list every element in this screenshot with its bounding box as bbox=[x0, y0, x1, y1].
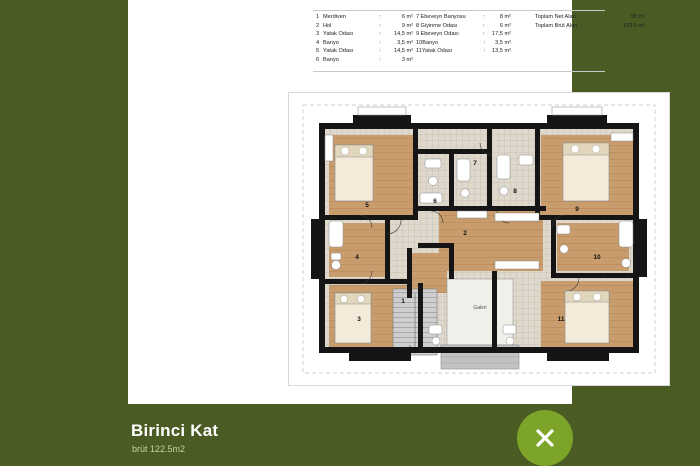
legend-item-number: 10 bbox=[416, 39, 423, 46]
floorplan-drawing bbox=[289, 93, 669, 385]
legend-item bbox=[316, 39, 416, 48]
plan-sheet bbox=[128, 0, 645, 404]
legend-item-number: 6 bbox=[316, 56, 320, 63]
legend-item-name: Ebeveyn Odası bbox=[420, 31, 459, 38]
legend-item-name: Banyo bbox=[422, 39, 439, 46]
legend-item-colon: : bbox=[482, 22, 485, 29]
legend-item bbox=[316, 13, 416, 22]
legend-item bbox=[416, 47, 511, 56]
legend-item-colon: : bbox=[379, 48, 381, 55]
room-number-8: 8 bbox=[513, 188, 517, 195]
legend-item-value: 6 m² bbox=[401, 14, 413, 20]
legend-item-colon: : bbox=[482, 31, 485, 38]
legend-item-value: 17,5 m² bbox=[492, 31, 511, 38]
legend-item-value: 6 m² bbox=[499, 22, 511, 29]
room-number-1: 1 bbox=[401, 298, 405, 305]
legend-item-number: 11 bbox=[416, 48, 422, 55]
legend-item-colon: : bbox=[483, 39, 486, 46]
legend-item-value: 14,5 m² bbox=[394, 31, 413, 38]
legend-total-colon: : bbox=[605, 22, 607, 29]
legend-item-number: 9 bbox=[416, 31, 420, 38]
legend-total-value: 99 m² bbox=[630, 14, 645, 20]
legend-item-number: 5 bbox=[316, 48, 320, 55]
legend bbox=[313, 10, 653, 72]
floorplan-frame bbox=[288, 92, 670, 386]
legend-item-colon: : bbox=[482, 14, 485, 20]
room-number-9: 9 bbox=[575, 206, 579, 213]
legend-item-number: 4 bbox=[316, 39, 320, 46]
legend-item-name: Merdiven bbox=[323, 14, 347, 20]
legend-item-name: Giyinme Odası bbox=[420, 22, 458, 29]
legend-item bbox=[416, 22, 511, 31]
legend-item-name: Banyo bbox=[323, 56, 339, 63]
legend-total-name: Toplam Net Alan bbox=[535, 14, 576, 20]
legend-item-value: 13,5 m² bbox=[492, 48, 511, 55]
room-number-10: 10 bbox=[593, 254, 601, 261]
gallery-void bbox=[447, 279, 513, 345]
legend-item-name: Hol bbox=[323, 22, 332, 29]
legend-column-left bbox=[316, 13, 416, 65]
legend-column-middle bbox=[416, 13, 511, 56]
close-button[interactable] bbox=[517, 410, 573, 466]
legend-item-name: Banyo bbox=[323, 39, 339, 46]
legend-item bbox=[416, 13, 511, 22]
legend-item-value: 3,5 m² bbox=[495, 39, 511, 46]
legend-item-colon: : bbox=[483, 48, 486, 55]
legend-item-value: 3 m² bbox=[401, 56, 413, 63]
legend-item-value: 9 m² bbox=[401, 22, 413, 29]
footer-bar bbox=[0, 404, 700, 466]
room-number-3: 3 bbox=[357, 316, 361, 323]
legend-rule-top bbox=[313, 10, 605, 11]
legend-total-value: 122.5 m² bbox=[622, 22, 645, 29]
legend-item bbox=[316, 47, 416, 56]
legend-item-colon: : bbox=[379, 39, 381, 46]
legend-item-name: Ebeveyn Banyosu bbox=[420, 14, 466, 20]
room-number-7: 7 bbox=[473, 160, 477, 167]
legend-total-row bbox=[535, 13, 655, 22]
legend-item-value: 14,5 m² bbox=[394, 48, 413, 55]
legend-item bbox=[316, 56, 416, 65]
room-number-2: 2 bbox=[463, 230, 467, 237]
room-number-11: 11 bbox=[557, 316, 565, 323]
legend-item-number: 1 bbox=[316, 14, 320, 20]
gallery-label: Galeri bbox=[473, 305, 487, 311]
staircase bbox=[393, 289, 437, 355]
balcony bbox=[358, 107, 602, 115]
legend-item-number: 7 bbox=[416, 14, 420, 20]
legend-item-colon: : bbox=[379, 56, 381, 63]
legend-item-value: 3,5 m² bbox=[397, 39, 413, 46]
room-number-6: 6 bbox=[433, 198, 437, 205]
legend-rule-bottom bbox=[313, 71, 605, 72]
legend-item-name: Yatak Odası bbox=[323, 31, 354, 38]
legend-item-colon: : bbox=[379, 31, 381, 38]
room-number-5: 5 bbox=[365, 202, 369, 209]
legend-item bbox=[316, 30, 416, 39]
legend-column-totals bbox=[535, 13, 655, 30]
close-icon bbox=[534, 427, 556, 449]
legend-item bbox=[316, 22, 416, 31]
legend-total-row bbox=[535, 22, 655, 31]
legend-total-name: Toplam Brüt Alan bbox=[535, 22, 578, 29]
legend-item bbox=[416, 30, 511, 39]
legend-item-number: 8 bbox=[416, 22, 420, 29]
legend-item-colon: : bbox=[379, 22, 381, 29]
room-number-4: 4 bbox=[355, 254, 359, 261]
legend-item bbox=[416, 39, 511, 48]
legend-item-colon: : bbox=[379, 14, 381, 20]
legend-item-name: Yatak Odası bbox=[421, 48, 453, 55]
legend-total-colon: : bbox=[605, 14, 607, 20]
floor-title: Birinci Kat bbox=[131, 421, 219, 440]
legend-item-name: Yatak Odası bbox=[323, 48, 354, 55]
legend-item-number: 2 bbox=[316, 22, 320, 29]
legend-item-value: 8 m² bbox=[499, 14, 511, 20]
floor-subtitle: brüt 122.5m2 bbox=[132, 444, 186, 454]
legend-item-number: 3 bbox=[316, 31, 320, 38]
